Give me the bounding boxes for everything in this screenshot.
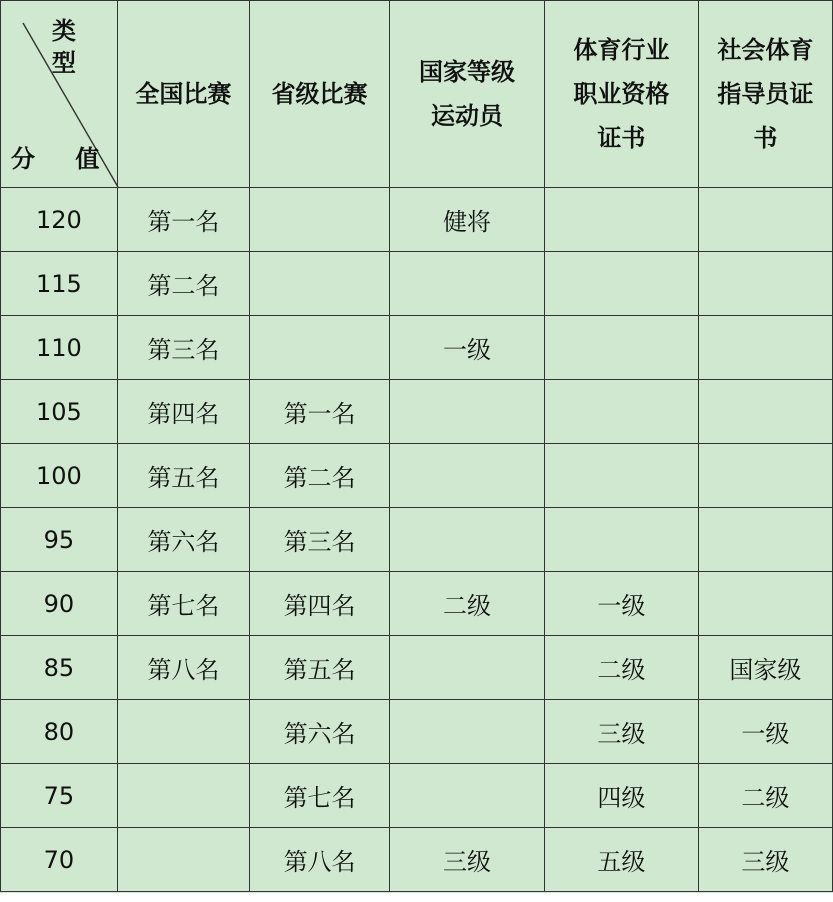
column-header-national [117,1,249,188]
header-line: 社会体育 [717,35,814,64]
table-row [1,508,833,572]
industry-certificate-cell [544,444,698,508]
national-cell [117,700,249,764]
athlete-level-cell [390,444,545,508]
table-row [1,636,833,700]
athlete-level-cell: 三级 [390,828,545,892]
bottom-margin [0,893,833,902]
table-row [1,444,833,508]
national-cell: 第八名 [117,636,249,700]
instructor-certificate-cell [698,252,832,316]
industry-certificate-cell [544,252,698,316]
industry-certificate-cell [544,316,698,380]
score-cell: 90 [1,572,118,636]
national-cell: 第三名 [117,316,249,380]
header-line: 书 [753,123,778,152]
score-cell: 70 [1,828,118,892]
score-cell: 115 [1,252,118,316]
header-line: 全国比赛 [135,79,232,108]
column-header-industry-certificate [544,1,698,188]
provincial-cell [250,316,390,380]
score-cell: 110 [1,316,118,380]
provincial-cell [250,252,390,316]
table-row [1,828,833,892]
athlete-level-cell [390,636,545,700]
national-cell: 第四名 [117,380,249,444]
industry-certificate-cell: 五级 [544,828,698,892]
table-row [1,252,833,316]
score-cell: 100 [1,444,118,508]
industry-certificate-cell: 四级 [544,764,698,828]
provincial-cell: 第八名 [250,828,390,892]
athlete-level-cell [390,380,545,444]
athlete-level-cell: 二级 [390,572,545,636]
score-cell: 95 [1,508,118,572]
athlete-level-cell: 健将 [390,188,545,252]
athlete-level-cell [390,508,545,572]
instructor-certificate-cell [698,572,832,636]
instructor-certificate-cell: 国家级 [698,636,832,700]
score-cell: 85 [1,636,118,700]
header-line: 指导员证 [717,79,814,108]
industry-certificate-cell: 三级 [544,700,698,764]
column-header-provincial [250,1,390,188]
header-row [1,1,833,188]
national-cell: 第二名 [117,252,249,316]
score-cell: 120 [1,188,118,252]
national-cell: 第五名 [117,444,249,508]
athlete-level-cell [390,700,545,764]
header-line: 证书 [597,123,646,152]
instructor-certificate-cell: 一级 [698,700,832,764]
corner-type-label: 类 型 [51,16,92,77]
instructor-certificate-cell [698,508,832,572]
provincial-cell: 第七名 [250,764,390,828]
column-header-instructor-certificate [698,1,832,188]
table-row [1,316,833,380]
athlete-level-cell [390,764,545,828]
header-line: 省级比赛 [271,79,368,108]
header-line: 运动员 [431,101,504,130]
table-row [1,380,833,444]
instructor-certificate-cell [698,380,832,444]
score-cell: 75 [1,764,118,828]
athlete-level-cell [390,252,545,316]
national-cell: 第一名 [117,188,249,252]
instructor-certificate-cell: 三级 [698,828,832,892]
national-cell: 第七名 [117,572,249,636]
national-cell: 第六名 [117,508,249,572]
header-line: 职业资格 [573,79,670,108]
industry-certificate-cell [544,380,698,444]
instructor-certificate-cell: 二级 [698,764,832,828]
industry-certificate-cell: 一级 [544,572,698,636]
table-row [1,572,833,636]
header-line: 体育行业 [573,35,670,64]
score-cell: 105 [1,380,118,444]
score-cell: 80 [1,700,118,764]
corner-header-cell [1,1,118,188]
table-row [1,764,833,828]
provincial-cell: 第五名 [250,636,390,700]
instructor-certificate-cell [698,188,832,252]
provincial-cell: 第一名 [250,380,390,444]
table-row [1,188,833,252]
provincial-cell [250,188,390,252]
industry-certificate-cell [544,508,698,572]
header-line: 国家等级 [419,57,516,86]
industry-certificate-cell: 二级 [544,636,698,700]
column-header-athlete-level [390,1,545,188]
national-cell [117,764,249,828]
corner-score-label: 分 值 [11,144,116,173]
provincial-cell: 第三名 [250,508,390,572]
industry-certificate-cell [544,188,698,252]
instructor-certificate-cell [698,444,832,508]
instructor-certificate-cell [698,316,832,380]
provincial-cell: 第二名 [250,444,390,508]
table-row [1,700,833,764]
provincial-cell: 第六名 [250,700,390,764]
provincial-cell: 第四名 [250,572,390,636]
national-cell [117,828,249,892]
athlete-level-cell: 一级 [390,316,545,380]
